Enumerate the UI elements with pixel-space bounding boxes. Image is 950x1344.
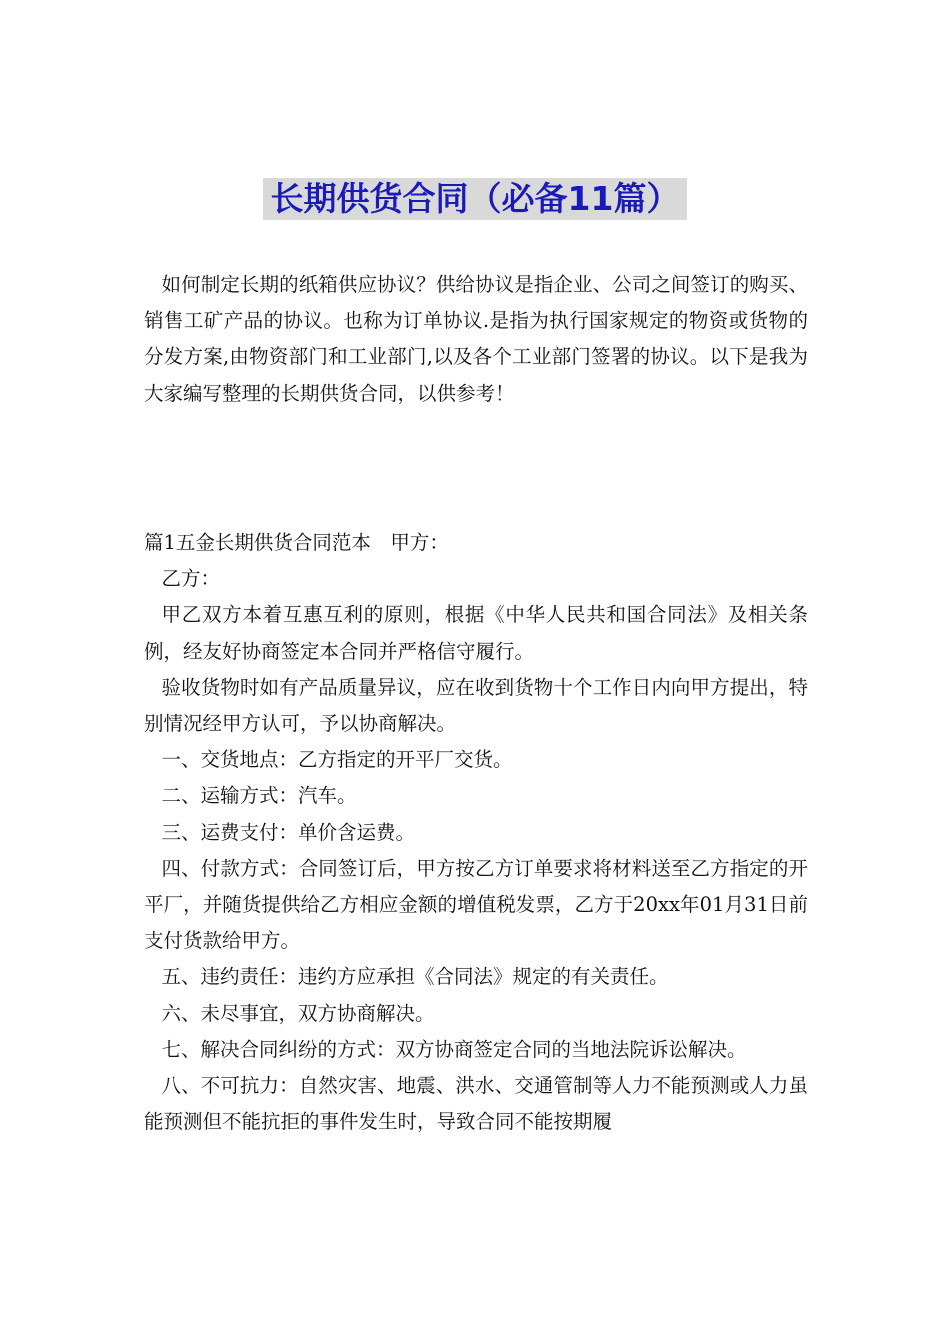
clause-force-majeure: 八、不可抗力：自然灾害、地震、洪水、交通管制等人力不能预测或人力虽能预测但不能抗拒的事件发生时，导致合同不能按期履 — [144, 1074, 808, 1134]
section-heading: 篇1五金长期供货合同范本 甲方： — [144, 531, 449, 554]
clause-delivery-location: 一、交货地点：乙方指定的开平厂交货。 — [161, 748, 513, 772]
clause-liability: 五、违约责任：违约方应承担《合同法》规定的有关责任。 — [161, 965, 669, 989]
paragraph-inspection: 验收货物时如有产品质量异议，应在收到货物十个工作日内向甲方提出，特别情况经甲方认可，予以协商解决。 — [144, 675, 808, 736]
paragraph-party-b: 乙方： — [161, 567, 221, 591]
paragraph-principle: 甲乙双方本着互惠互利的原则，根据《中华人民共和国合同法》及相关条例，经友好协商签定本合同并严格信守履行。 — [144, 603, 808, 663]
contract-section — [144, 525, 808, 1140]
clause-freight: 三、运费支付：单价含运费。 — [161, 820, 416, 844]
intro-paragraph: 如何制定长期的纸箱供应协议？供给协议是指企业、公司之间签订的购买、销售工矿产品的协议。也称为订单协议.是指为执行国家规定的物资或货物的分发方案,由物资部门和工业部门,以及各个工业部门签署的协议。以下是我为大家编写整理的长期供货合同，以供参考！ — [144, 273, 808, 405]
document-title: 长期供货合同（必备11篇） — [263, 178, 688, 220]
clause-other-matters: 六、未尽事宜，双方协商解决。 — [161, 1001, 435, 1025]
title-container — [0, 178, 950, 220]
intro-block — [144, 267, 808, 412]
clause-payment: 四、付款方式：合同签订后，甲方按乙方订单要求将材料送至乙方指定的开平厂，并随货提供给乙方相应金额的增值税发票，乙方于20xx年01月31日前支付货款给甲方。 — [144, 856, 808, 953]
clause-transport: 二、运输方式：汽车。 — [161, 784, 357, 808]
clause-dispute: 七、解决合同纠纷的方式：双方协商签定合同的当地法院诉讼解决。 — [161, 1037, 747, 1061]
